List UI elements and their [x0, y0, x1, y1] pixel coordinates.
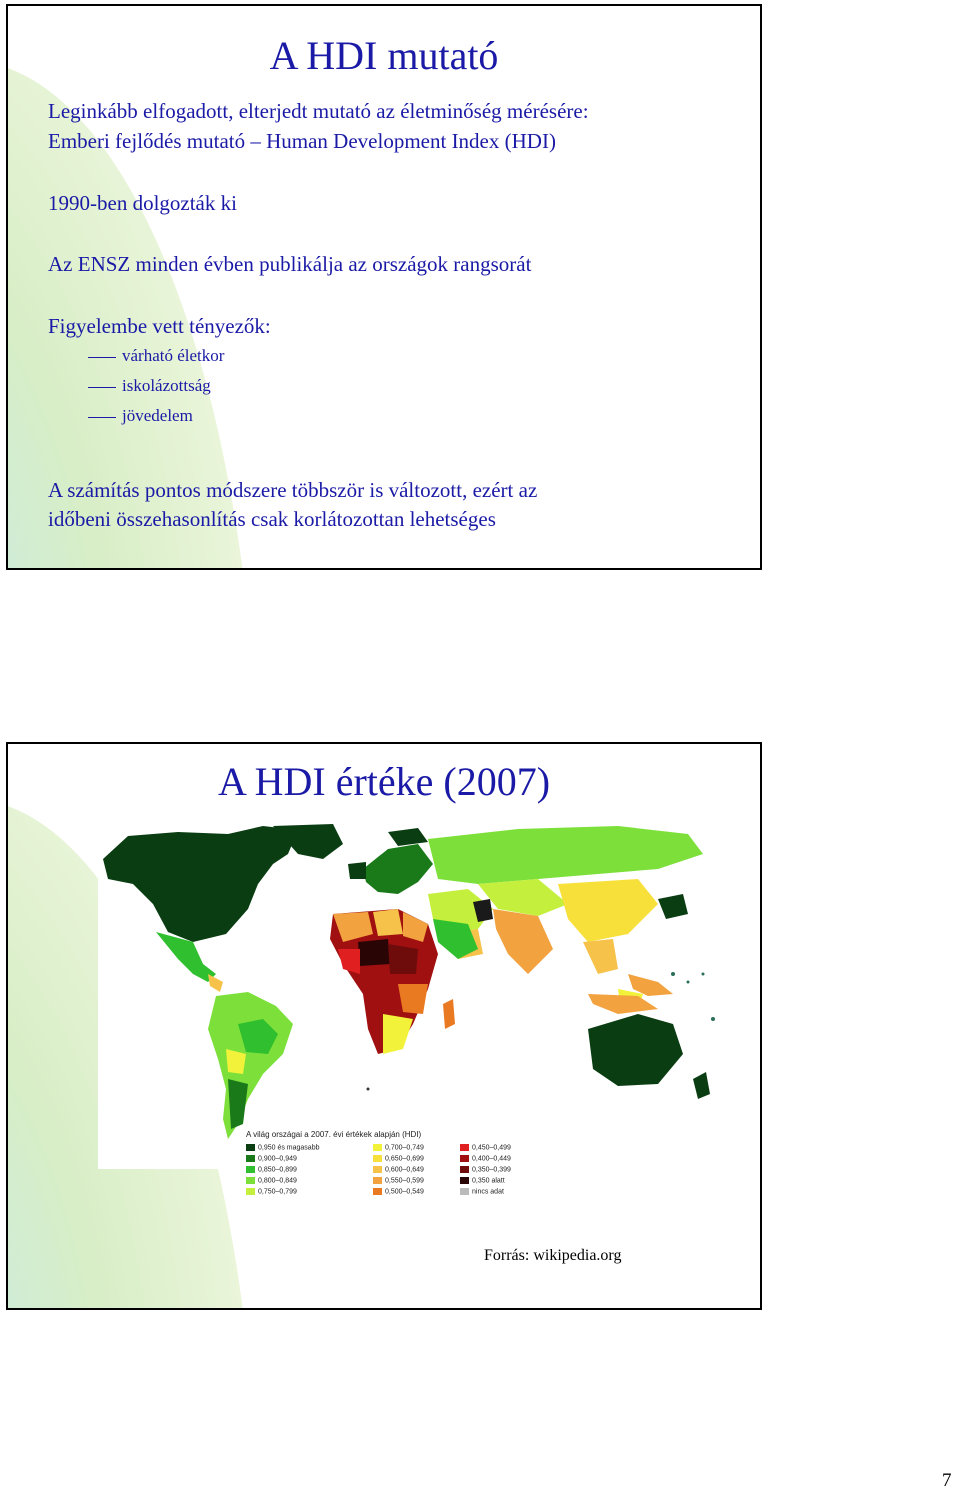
text-line: Emberi fejlődés mutató – Human Development Index (HDI)	[48, 129, 556, 153]
legend-item: 0,350–0,399	[460, 1166, 511, 1173]
legend-item: 0,850–0,899	[246, 1166, 297, 1173]
text-line: Figyelembe vett tényezők:	[48, 314, 271, 338]
factor-item: jövedelem	[122, 406, 193, 425]
legend-item: 0,900–0,949	[246, 1155, 297, 1162]
legend-item: 0,950 és magasabb	[246, 1144, 320, 1151]
text-line: Az ENSZ minden évben publikálja az országok rangsorát	[48, 252, 532, 276]
legend-item: 0,400–0,449	[460, 1155, 511, 1162]
text-line: 1990-ben dolgozták ki	[48, 191, 237, 215]
factor-item: várható életkor	[122, 346, 225, 365]
slide-title: A HDI értéke (2007)	[217, 759, 551, 804]
legend-item: 0,750–0,799	[246, 1188, 297, 1195]
legend-item: 0,500–0,549	[373, 1188, 424, 1195]
factor-item: iskolázottság	[122, 376, 211, 395]
legend-item: 0,650–0,699	[373, 1155, 424, 1162]
legend-item: nincs adat	[460, 1188, 504, 1195]
slide-title: A HDI mutató	[269, 33, 499, 78]
legend-title: A világ országai a 2007. évi értékek alapján (HDI)	[246, 1130, 422, 1139]
legend-item: 0,450–0,499	[460, 1144, 511, 1151]
legend-item: 0,600–0,649	[373, 1166, 424, 1173]
map-legend	[246, 1130, 526, 1210]
legend-item: 0,800–0,849	[246, 1177, 297, 1184]
world-hdi-map	[98, 824, 728, 1169]
bullet-dash	[88, 387, 116, 388]
text-line: időbeni összehasonlítás csak korlátozottan lehetséges	[48, 507, 496, 531]
slide-hdi-map	[6, 742, 762, 1310]
bullet-dash	[88, 357, 116, 358]
legend-item: 0,550–0,599	[373, 1177, 424, 1184]
legend-item: 0,700–0,749	[373, 1144, 424, 1151]
text-line: A számítás pontos módszere többször is változott, ezért az	[48, 478, 538, 502]
page-number: 7	[942, 1470, 952, 1491]
slide-hdi-index	[6, 4, 762, 570]
bullet-dash	[88, 417, 116, 418]
legend-item: 0,350 alatt	[460, 1177, 505, 1184]
text-line: Leginkább elfogadott, elterjedt mutató az életminőség mérésére:	[48, 99, 589, 123]
source-caption: Forrás: wikipedia.org	[484, 1247, 622, 1264]
